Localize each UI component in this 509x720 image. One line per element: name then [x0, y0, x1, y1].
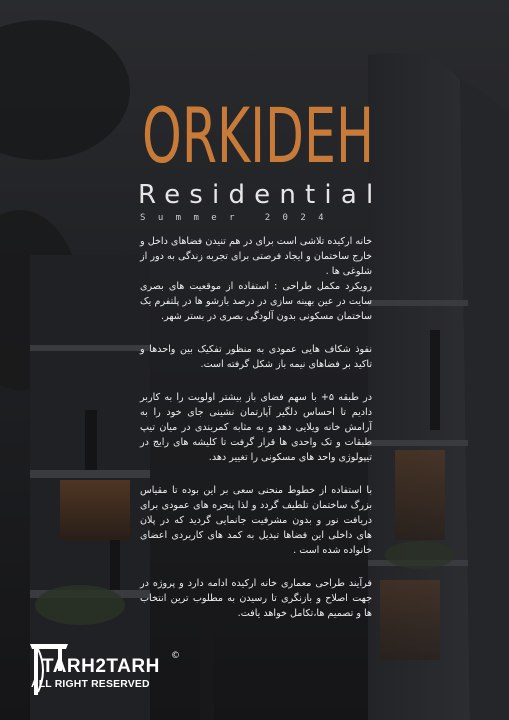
- season-label: Summer 2024: [140, 213, 337, 223]
- paragraph: رویکرد مکمل طراحی : استفاده از موقعیت های بصری سایت در عین بهینه سازی در درصد بازشو ها در پلتفرم یک ساختمان مسکونی بدون آلودگی بصری در بستر شهر.: [140, 281, 372, 322]
- paragraph: فرآیند طراحی معماری خانه ارکیده ادامه دارد و پروژه در جهت اصلاح و بازنگری تا رسیدن به مطلوب ترین انتخاب ها و تصمیم ها،تکامل خواهد یافت.: [140, 578, 372, 619]
- copyright-mark: ©: [171, 651, 180, 661]
- logo-name: TARH2TARH: [42, 656, 160, 677]
- subtitle-residential: Residential: [138, 180, 383, 210]
- description-text: [140, 234, 372, 639]
- paragraph: با استفاده از خطوط منحنی سعی بر این بوده تا مقیاس بزرگ ساختمان تلطیف گردد و لذا پنجره های عمودی برای دریافت نور و بدون مشرفیت جانمایی گردید که در پلان های داخلی این فضاها تبدیل به کمد های کاربردی اعضای خانواده شده است .: [140, 485, 372, 556]
- logo-tagline: ALL RIGHT RESERVED: [31, 679, 150, 690]
- brand-title: [138, 91, 378, 180]
- paragraph: خانه ارکیده تلاشی است برای در هم تنیدن فضاهای داخل و خارج ساختمان و ایجاد فرصتی برای تجربه زندگی به دور از شلوغی ها .: [140, 236, 372, 277]
- paragraph: در طبقه ۵+ با سهم فضای باز بیشتر اولویت را به کاربر دادیم تا احساس دلگیر آپارتمان نشینی جای خود را به آرامش خانه ویلایی دهد و به مثابه کمربندی در میان تیپ طبقات و تک واحدی ها قرار گرفت تا کلیشه های رایج در تیپولوژی واحد های مسکونی را تغییر دهد.: [140, 392, 372, 463]
- brand-title-text: ORKIDEH: [142, 91, 374, 180]
- paragraph: نفوذ شکاف هایی عمودی به منظور تفکیک بین واحدها و تاکید بر فضاهای نیمه باز شکل گرفته است.: [140, 344, 372, 370]
